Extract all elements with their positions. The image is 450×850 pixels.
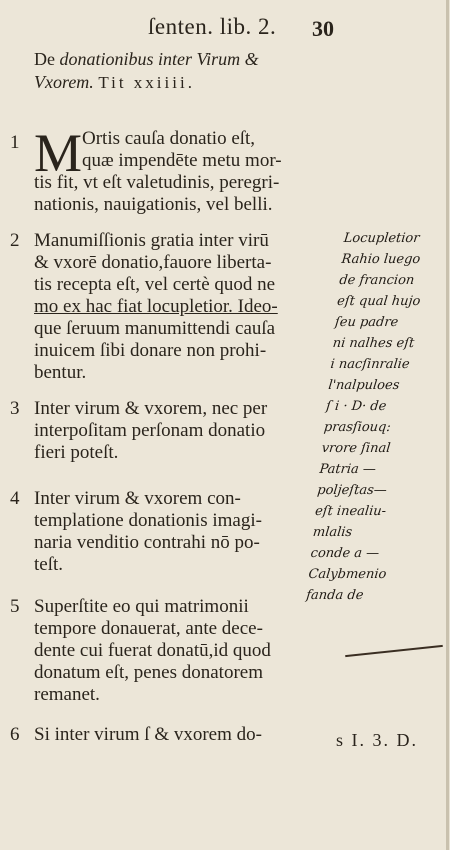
paragraph-line: bentur. <box>34 362 87 383</box>
marginal-note: l'nalpuloes <box>327 378 401 393</box>
paragraph-line: fieri poteſt. <box>34 442 119 463</box>
paragraph-line: interpoſitam perſonam donatio <box>34 420 266 441</box>
marginal-note: ſ i · D· de <box>325 399 388 414</box>
paragraph-number: 2 <box>10 230 20 251</box>
paragraph-line: Si inter virum ſ & vxorem do- <box>34 724 262 745</box>
paragraph-line: tis fit, vt eſt valetudinis, peregri- <box>34 172 280 193</box>
paragraph-line: & vxorē donatio,fauore liberta- <box>34 252 272 273</box>
paragraph-line: Inter virum & vxorem con- <box>34 488 241 509</box>
marginal-note: de francion <box>338 273 416 288</box>
paragraph-line: dente cui fuerat donatū,id quod <box>34 640 271 661</box>
paragraph-line: tis recepta eſt, vel certè quod ne <box>34 274 276 295</box>
paragraph-line: nationis, nauigationis, vel belli. <box>34 194 273 215</box>
marginal-note: ni nalhes eſt <box>331 336 416 351</box>
paragraph-number: 4 <box>10 488 20 509</box>
marginal-note: fanda de <box>305 588 365 603</box>
paragraph-line: remanet. <box>34 684 100 705</box>
marginal-note: prasſiouq: <box>323 420 392 435</box>
signature-mark: s I. 3. D. <box>336 730 418 750</box>
title-line-2: Vxorem. Tit xxiiii. <box>34 72 195 92</box>
paragraph-line: donatum eſt, penes donatorem <box>34 662 263 683</box>
marginal-note: poljeſtas— <box>316 483 388 498</box>
marginal-note: conde a — <box>309 546 380 561</box>
marginal-note: Patria — <box>318 462 377 477</box>
paragraph-number: 5 <box>10 596 20 617</box>
paragraph-number: 1 <box>10 132 20 153</box>
page-header <box>0 6 446 40</box>
paragraph-line: teſt. <box>34 554 64 575</box>
drop-cap: M <box>34 123 83 183</box>
marginal-note: i nacſinralie <box>329 357 411 372</box>
paragraph-line: que ſeruum manumittendi cauſa <box>34 318 276 339</box>
paragraph-line: naria venditio contrahi nō po- <box>34 532 260 553</box>
paragraph-line: Manumiſſionis gratia inter virū <box>34 230 269 251</box>
marginal-note: Rahio luego <box>340 252 422 267</box>
paragraph-line: templatione donationis imagi- <box>34 510 262 531</box>
marginal-note: eſt inealiu- <box>314 504 387 519</box>
paragraph-line: Ortis cauſa donatio eſt, <box>82 128 256 149</box>
paragraph-line: Inter virum & vxorem, nec per <box>34 398 268 419</box>
page-number: 30 <box>312 16 334 41</box>
marginal-note: Locupletior <box>342 231 421 246</box>
paragraph-line: inuicem ſibi donare non prohi- <box>34 340 267 361</box>
section-title <box>34 48 424 94</box>
paragraph-line: quæ impendēte metu mor- <box>82 150 282 171</box>
paragraph-line: Superſtite eo qui matrimonii <box>34 596 249 617</box>
marginal-note: vrore ſinal <box>320 441 392 456</box>
title-line-1: De donationibus inter Virum & <box>34 49 259 69</box>
marginal-notes <box>305 228 450 606</box>
paragraph-number: 6 <box>10 724 20 745</box>
ink-stroke <box>345 645 443 657</box>
marginal-note: eſt qual hujo <box>336 294 422 309</box>
paragraph-line: mo ex hac fiat locupletior. Ideo- <box>34 296 278 317</box>
marginal-note: Calybmenio <box>307 567 388 582</box>
paragraph-number: 3 <box>10 398 20 419</box>
marginal-note: ſeu padre <box>334 315 400 330</box>
paragraph-line: tempore donauerat, ante dece- <box>34 618 263 639</box>
marginal-note: mlalis <box>312 525 353 540</box>
running-head: ſenten. lib. 2. <box>148 14 277 39</box>
